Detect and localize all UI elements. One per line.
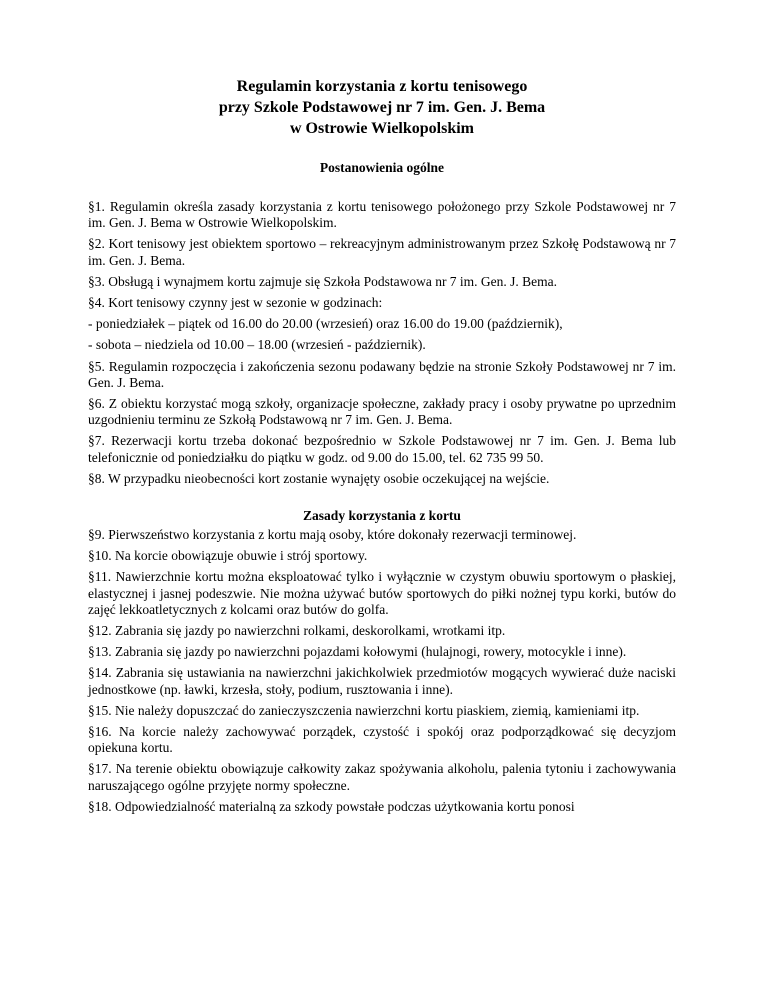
paragraph-4: §4. Kort tenisowy czynny jest w sezonie w godzinach: [88, 295, 383, 311]
paragraph-8: §8. W przypadku nieobecności kort zostanie wynajęty osobie oczekującej na wejście. [88, 470, 550, 486]
paragraph-5: §5. Regulamin rozpoczęcia i zakończenia sezonu podawany będzie na stronie Szkoły Podstawowej nr 7 im. Gen. J. Bema. [88, 358, 676, 390]
section-general-provisions [88, 159, 676, 487]
paragraph-10: §10. Na korcie obowiązuje obuwie i strój sportowy. [88, 548, 368, 564]
paragraph-17: §17. Na terenie obiektu obowiązuje całkowity zakaz spożywania alkoholu, palenia tytoniu i zachowywania naruszającego ogólne przyjęte normy społeczne. [88, 761, 676, 793]
section-court-rules [88, 507, 676, 815]
paragraph-16: §16. Na korcie należy zachowywać porządek, czystość i spokój oraz podporządkować się decyzjom opiekuna kortu. [88, 724, 676, 756]
paragraph-9: §9. Pierwszeństwo korzystania z kortu mają osoby, które dokonały rezerwacji terminowej. [88, 527, 577, 543]
paragraph-12: §12. Zabrania się jazdy po nawierzchni rolkami, deskorolkami, wrotkami itp. [88, 623, 506, 639]
paragraph-15: §15. Nie należy dopuszczać do zanieczyszczenia nawierzchni kortu piaskiem, ziemią, kamieniami itp. [88, 702, 640, 718]
title-line: Regulamin korzystania z kortu tenisowego [236, 78, 528, 95]
paragraph-3: §3. Obsługą i wynajmem kortu zajmuje się Szkoła Podstawowa nr 7 im. Gen. J. Bema. [88, 273, 558, 289]
title-line: przy Szkole Podstawowej nr 7 im. Gen. J. Bema [218, 99, 546, 116]
document-title [88, 76, 676, 139]
paragraph-1: §1. Regulamin określa zasady korzystania z kortu tenisowego położonego przy Szkole Podstawowej nr 7 im. Gen. J. Bema w Ostrowie Wielkopolskim. [88, 199, 676, 231]
paragraph-11: §11. Nawierzchnie kortu można eksploatować tylko i wyłącznie w czystym obuwiu sportowym o płaskiej, elastycznej i jasnej podeszwie. Nie można używać butów sportowych do piłki nożnej typu korki, butów do zajęć lekkoatletycznych z kolcami oraz butów do golfa. [88, 569, 676, 617]
section-heading: Postanowienia ogólne [319, 160, 445, 175]
paragraph-6: §6. Z obiektu korzystać mogą szkoły, organizacje społeczne, zakłady pracy i osoby prywatne po uprzednim uzgodnieniu terminu ze Szkołą Podstawową nr 7 im. Gen. J. Bema. [88, 396, 676, 428]
paragraph-13: §13. Zabrania się jazdy po nawierzchni pojazdami kołowymi (hulajnogi, rowery, motocykle i inne). [88, 644, 627, 660]
paragraph-2: §2. Kort tenisowy jest obiektem sportowo – rekreacyjnym administrowanym przez Szkołę Podstawową nr 7 im. Gen. J. Bema. [88, 236, 676, 268]
section-heading: Zasady korzystania z kortu [303, 508, 461, 524]
paragraph-7: §7. Rezerwacji kortu trzeba dokonać bezpośrednio w Szkole Podstawowej nr 7 im. Gen. J. Bema lub telefonicznie od poniedziałku do piątku w godz. od 9.00 do 15.00, tel. 62 735 99 50. [88, 433, 676, 465]
title-line: w Ostrowie Wielkopolskim [289, 120, 475, 137]
document-page [88, 76, 676, 820]
paragraph-4-weekday-hours: - poniedziałek – piątek od 16.00 do 20.00 (wrzesień) oraz 16.00 do 19.00 (październik), [88, 316, 563, 332]
paragraph-14: §14. Zabrania się ustawiania na nawierzchni jakichkolwiek przedmiotów mogących wywierać duże naciski jednostkowe (np. ławki, krzesła, stoły, podium, rusztowania i inne). [88, 665, 676, 697]
paragraph-4-weekend-hours: - sobota – niedziela od 10.00 – 18.00 (wrzesień - październik). [88, 337, 426, 353]
paragraph-18: §18. Odpowiedzialność materialną za szkody powstałe podczas użytkowania kortu ponosi [88, 798, 575, 814]
